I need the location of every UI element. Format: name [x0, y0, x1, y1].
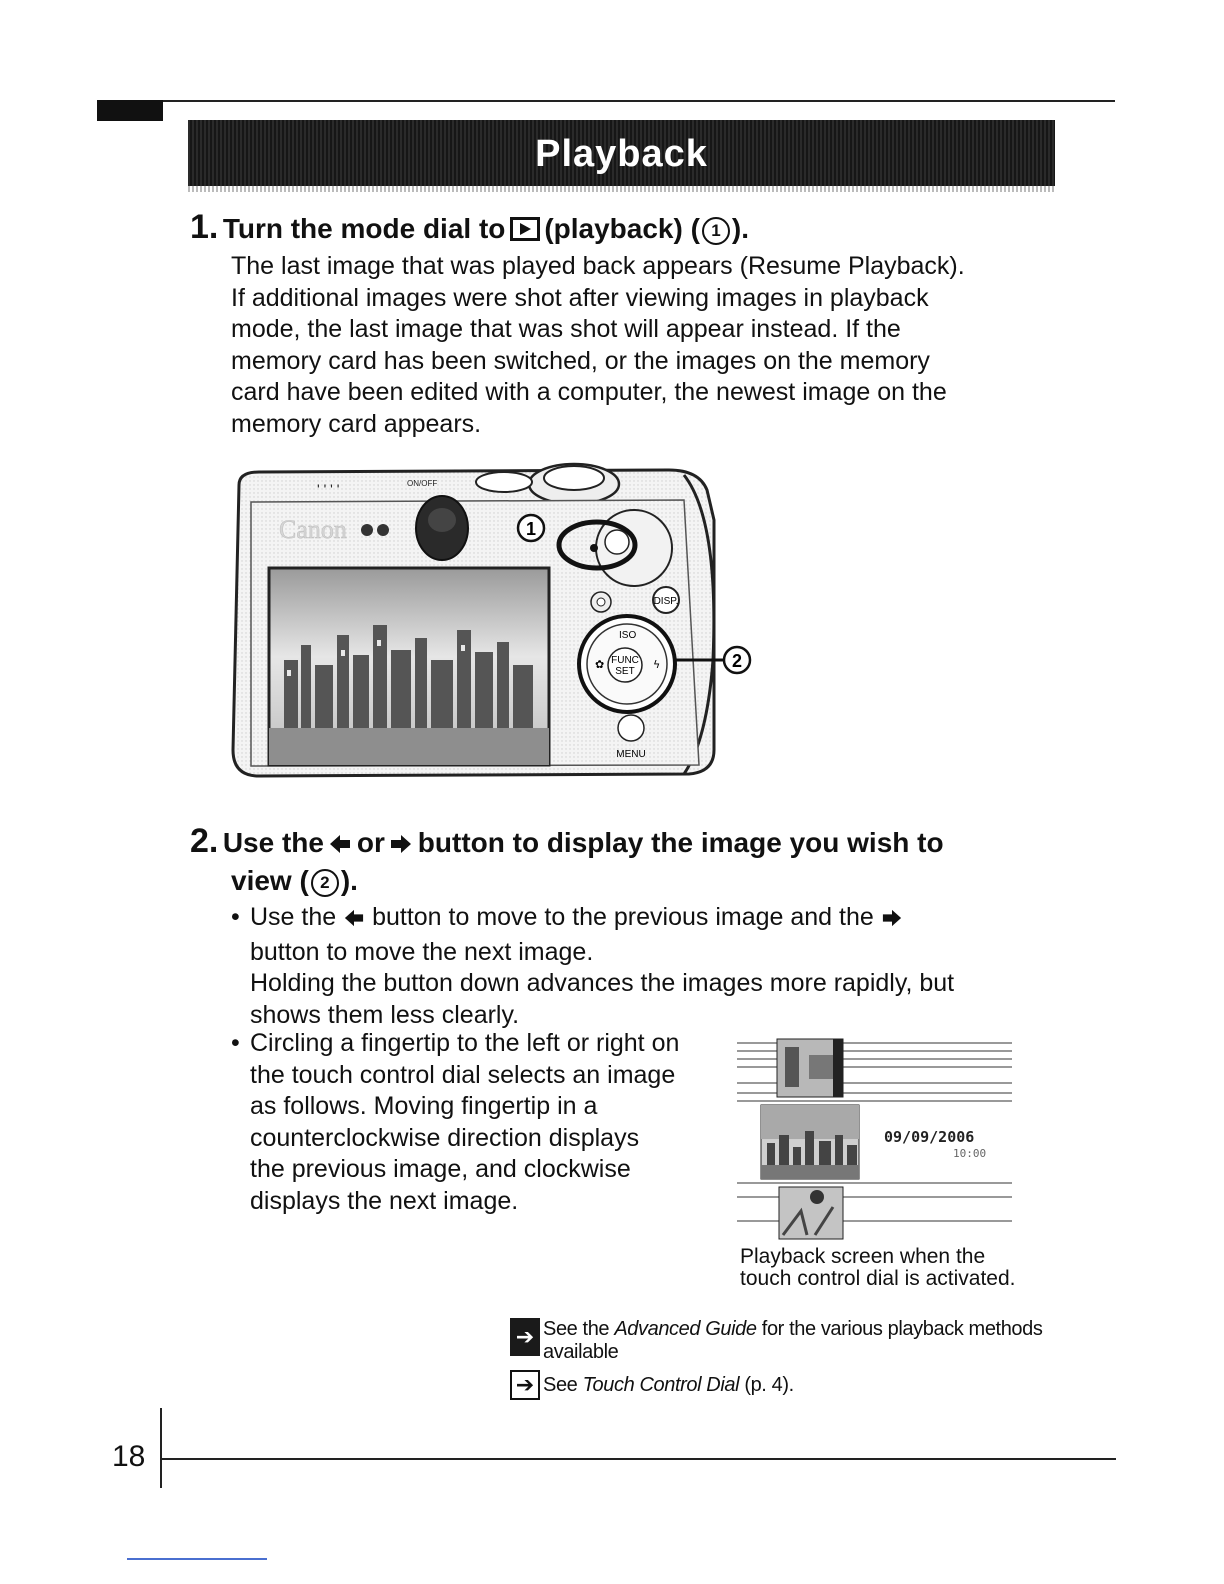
note1-guide-title: Advanced Guide	[614, 1318, 757, 1340]
svg-text:✿: ✿	[595, 658, 605, 671]
left-arrow-icon	[343, 905, 365, 937]
arrow-right-icon: ➔	[510, 1318, 540, 1356]
camera-illustration	[229, 460, 769, 795]
note1-suffix: for the various playback methods	[761, 1318, 1043, 1340]
step1-number: 1.	[190, 208, 219, 246]
iso-label: ISO	[619, 630, 637, 641]
bullet1-line4: shows them less clearly.	[250, 1000, 520, 1029]
playback-date: 09/09/2006	[884, 1128, 975, 1146]
bullet2-line: as follows. Moving fingertip in a	[250, 1092, 598, 1120]
caption-line: Playback screen when the	[740, 1245, 986, 1268]
step2-heading-line2: view (	[231, 865, 309, 896]
note-touch-dial	[510, 1370, 794, 1400]
svg-text:ϟ: ϟ	[653, 658, 661, 671]
bullet2-line: the touch control dial selects an image	[250, 1060, 676, 1089]
bullet2-line: displays the next image.	[250, 1186, 519, 1215]
note2-link-title: Touch Control Dial	[582, 1373, 740, 1396]
banner-edge	[188, 186, 1055, 192]
step2-heading-part1: Use the	[222, 827, 324, 858]
page-divider-vertical	[160, 1408, 162, 1488]
step2-heading-close: ).	[340, 865, 358, 896]
callout-1-marker: 1	[702, 217, 730, 245]
bullet-dot: •	[231, 1029, 240, 1057]
note1-prefix: See the	[543, 1318, 610, 1340]
bullet2-line: the previous image, and clockwise	[250, 1155, 631, 1183]
note1-line2: available	[543, 1341, 619, 1363]
svg-text:' ' ' ': ' ' ' '	[317, 481, 340, 497]
set-label: SET	[615, 666, 635, 677]
step2-heading-part2: button to display the image you wish to	[417, 827, 944, 858]
section-title: Playback	[535, 132, 708, 175]
menu-label: MENU	[616, 749, 646, 760]
note-advanced-guide	[510, 1318, 1043, 1364]
step2-number: 2.	[190, 822, 219, 860]
playback-time: 10:00	[953, 1147, 987, 1160]
bullet-2	[231, 1028, 730, 1217]
step1-body-line: memory card has been switched, or the images on the memory	[231, 346, 930, 375]
note2-prefix: See	[543, 1373, 578, 1396]
step1-body-line: The last image that was played back appears (Resume Playback).	[231, 252, 965, 280]
playback-screen-figure	[737, 1035, 1012, 1245]
top-tab	[97, 100, 163, 121]
step1-heading-close: ).	[731, 213, 750, 244]
right-arrow-icon	[389, 833, 413, 860]
step1-body-line: card have been edited with a computer, the newest image on the	[231, 378, 947, 406]
bullet1-line2: button to move the next image.	[250, 937, 594, 966]
callout-2-label: 2	[731, 651, 743, 671]
bottom-rule	[162, 1458, 1116, 1460]
bullet-1	[231, 902, 1070, 1031]
step1-heading	[190, 208, 749, 247]
step1-heading-part1: Turn the mode dial to	[222, 213, 506, 244]
caption-line: touch control dial is activated.	[740, 1267, 1016, 1290]
bullet-dot: •	[231, 903, 240, 931]
step1-body-line: If additional images were shot after viewing images in playback	[231, 283, 929, 312]
top-rule	[97, 100, 1115, 102]
bullet1-part1: Use the	[250, 903, 337, 931]
disp-label: DISP.	[653, 596, 679, 607]
power-label: ON/OFF	[407, 479, 438, 488]
step1-body-line: mode, the last image that was shot will appear instead. If the	[231, 315, 901, 343]
left-arrow-icon	[328, 833, 352, 860]
bullet1-line3: Holding the button down advances the images more rapidly, but	[250, 969, 955, 997]
callout-2-marker: 2	[311, 869, 339, 897]
brand-logo: Canon	[279, 515, 347, 544]
section-banner	[188, 120, 1055, 188]
step1-body-line: memory card appears.	[231, 409, 482, 438]
func-label: FUNC	[611, 655, 639, 666]
footer-underline	[127, 1558, 267, 1560]
playback-icon	[510, 217, 540, 246]
callout-1-label: 1	[525, 519, 537, 539]
right-arrow-icon	[881, 905, 903, 937]
step2-heading	[190, 822, 1070, 899]
bullet2-line: counterclockwise direction displays	[250, 1123, 640, 1152]
figure-caption	[740, 1246, 1015, 1290]
bullet1-part2: button to move to the previous image and the	[372, 903, 874, 931]
page-number: 18	[112, 1440, 146, 1473]
arrow-right-icon: ➔	[510, 1370, 540, 1400]
bullet2-line: Circling a fingertip to the left or right on	[250, 1029, 680, 1057]
step1-heading-part2: (playback) (	[544, 213, 700, 244]
note2-suffix: (p. 4).	[744, 1373, 794, 1396]
step1-body	[231, 251, 1071, 440]
step2-heading-or: or	[356, 827, 385, 858]
